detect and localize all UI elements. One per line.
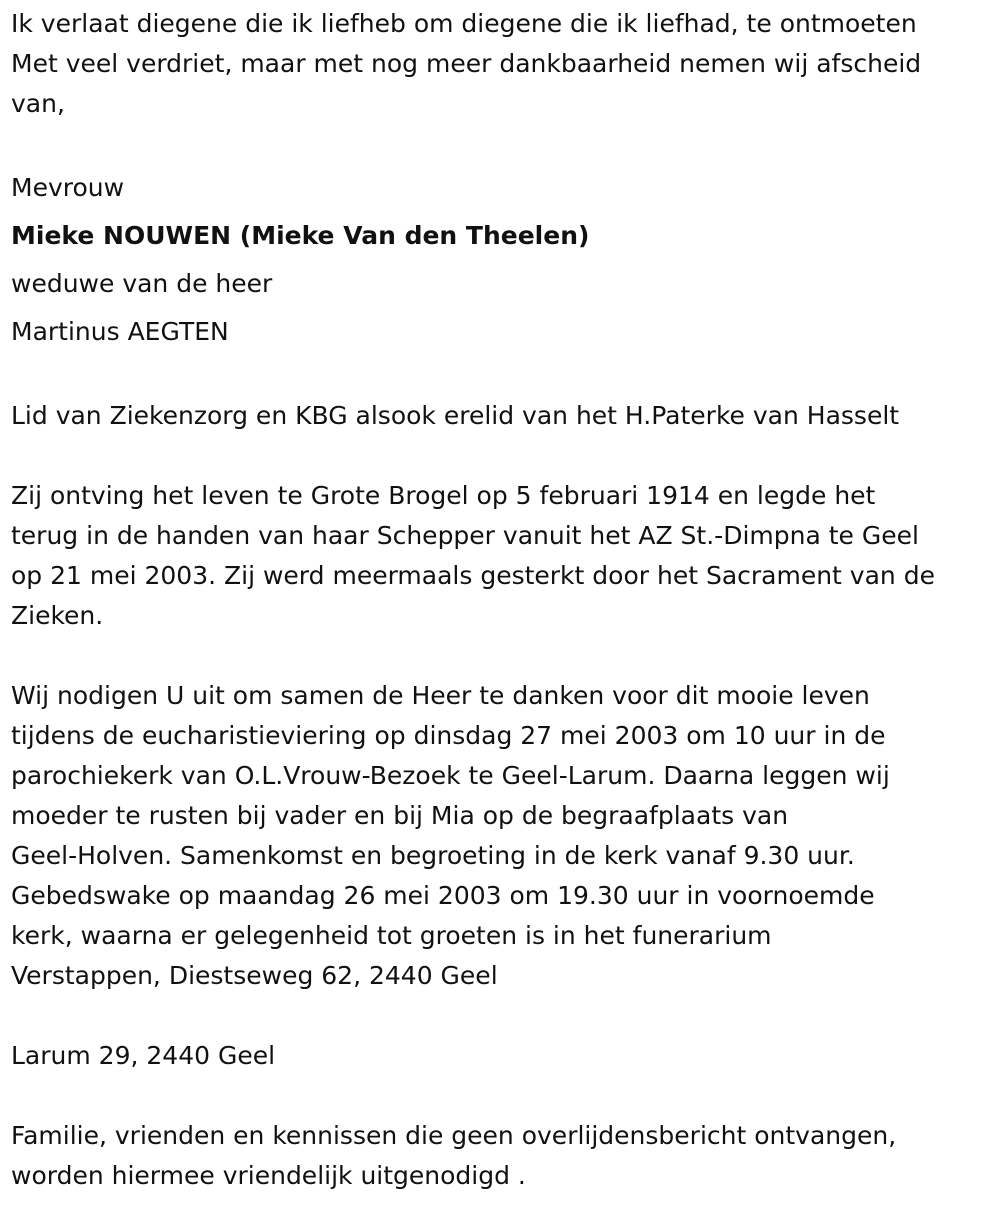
- person-title: Mevrouw: [11, 173, 125, 202]
- intro-line: Ik verlaat diegene die ik liefheb om diegene die ik liefhad, te ontmoeten: [11, 9, 917, 38]
- closing-line: Familie, vrienden en kennissen die geen overlijdensbericht ontvangen,: [11, 1121, 897, 1150]
- invitation-line: tijdens de eucharistieviering op dinsdag 27 mei 2003 om 10 uur in de: [11, 721, 886, 750]
- invitation-line: Gebedswake op maandag 26 mei 2003 om 19.30 uur in voornoemde: [11, 881, 875, 910]
- closing-line: worden hiermee vriendelijk uitgenodigd .: [11, 1161, 526, 1190]
- spacer: [11, 636, 990, 676]
- closing-paragraph: [11, 1116, 990, 1196]
- address-line: Larum 29, 2440 Geel: [11, 1041, 276, 1070]
- person-spouse: Martinus AEGTEN: [11, 317, 229, 346]
- invitation-line: Verstappen, Diestseweg 62, 2440 Geel: [11, 961, 498, 990]
- intro-line: van,: [11, 89, 65, 118]
- spacer: [11, 1076, 990, 1116]
- invitation-line: Geel-Holven. Samenkomst en begroeting in de kerk vanaf 9.30 uur.: [11, 841, 855, 870]
- intro-paragraph: [11, 4, 990, 124]
- person-block: [11, 164, 990, 356]
- invitation-paragraph: [11, 676, 990, 996]
- invitation-line: moeder te rusten bij vader en bij Mia op de begraafplaats van: [11, 801, 789, 830]
- life-line: terug in de handen van haar Schepper vanuit het AZ St.-Dimpna te Geel: [11, 521, 919, 550]
- invitation-line: parochiekerk van O.L.Vrouw-Bezoek te Geel-Larum. Daarna leggen wij: [11, 761, 890, 790]
- invitation-line: Wij nodigen U uit om samen de Heer te danken voor dit mooie leven: [11, 681, 870, 710]
- spacer: [11, 356, 990, 396]
- address-paragraph: [11, 1036, 990, 1076]
- membership-paragraph: [11, 396, 990, 436]
- life-paragraph: [11, 476, 990, 636]
- spacer: [11, 996, 990, 1036]
- life-line: op 21 mei 2003. Zij werd meermaals gesterkt door het Sacrament van de: [11, 561, 935, 590]
- person-relation: weduwe van de heer: [11, 269, 273, 298]
- spacer: [11, 436, 990, 476]
- person-name: Mieke NOUWEN (Mieke Van den Theelen): [11, 221, 590, 250]
- spacer: [11, 124, 990, 164]
- life-line: Zieken.: [11, 601, 104, 630]
- intro-line: Met veel verdriet, maar met nog meer dankbaarheid nemen wij afscheid: [11, 49, 922, 78]
- invitation-line: kerk, waarna er gelegenheid tot groeten is in het funerarium: [11, 921, 772, 950]
- membership-line: Lid van Ziekenzorg en KBG alsook erelid van het H.Paterke van Hasselt: [11, 401, 900, 430]
- life-line: Zij ontving het leven te Grote Brogel op 5 februari 1914 en legde het: [11, 481, 876, 510]
